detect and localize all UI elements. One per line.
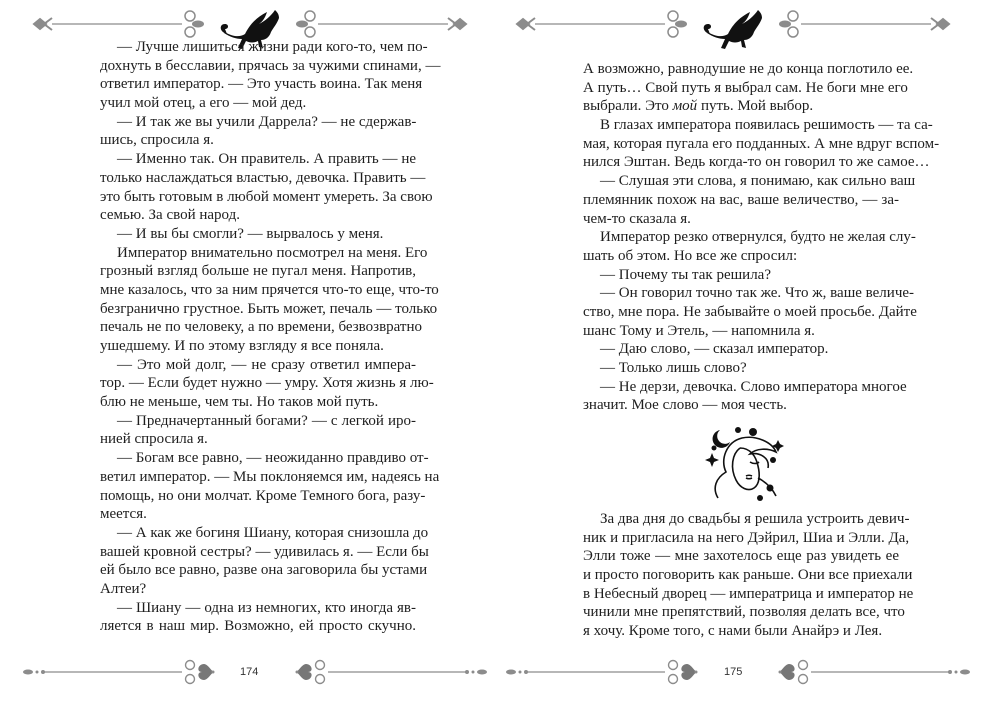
text-line: шись, спросила я. (100, 132, 214, 149)
text-line: ветил император. — Мы поклоняемся им, надеясь на (100, 468, 440, 485)
text-line: учил мой отец, а его — мой дед. (100, 95, 307, 112)
celestial-face-icon (698, 418, 788, 503)
text-line: — Даю слово, — сказал император. (600, 341, 829, 358)
text-line: — Это мой долг, — не сразу ответил импера- (117, 356, 416, 373)
text-line: тор. — Если будет нужно — умру. Хотя жизнь я лю- (100, 375, 434, 392)
text-line: — Лучше лишиться жизни ради кого-то, чем по- (117, 39, 428, 55)
text-line: Император внимательно посмотрел на меня. Его (117, 244, 428, 261)
text-line: и просто поговорить как раньше. Они все приехали (583, 567, 913, 584)
header-ornament (513, 0, 953, 50)
italic-word: мой (672, 98, 698, 115)
text-line: — И вы бы смогли? — вырвалось у меня. (117, 225, 384, 242)
text-line: Элли тоже — мне захотелось еще раз увидеть ее (583, 548, 899, 565)
text-line: безгранично грустное. Быть может, печаль — только (100, 300, 438, 317)
text-line: грозный взгляд больше не пугал меня. Напротив, (100, 263, 416, 280)
text-line: — Почему ты так решила? (600, 266, 771, 283)
text-line: Император резко отвернулся, будто не желая слу- (600, 229, 916, 246)
text-line: ство, мне пора. Не забывайте о моей просьбе. Дайте (583, 303, 917, 320)
text-line: А путь… Свой путь я выбрал сам. Не боги мне его (583, 79, 908, 96)
text-line: — И так же вы учили Даррела? — не сдержав- (117, 113, 417, 130)
text-line: только наслаждаться властью, девочка. Править — (100, 169, 426, 186)
right-page-text-after-illustration (583, 510, 914, 641)
text-line: — А как же богиня Шиану, которая снизошла до (117, 524, 429, 541)
text-fragment: путь. Мой выбор. (697, 98, 814, 115)
text-line: шать об этом. Но все же спросил: (583, 247, 798, 264)
text-line: шанс Тому и Этель, — напомнила я. (583, 322, 815, 339)
text-line: ушедшему. И по этому взгляду я все поняла. (100, 338, 384, 354)
text-line: в Небесный дворец — императрица и император не (583, 585, 914, 602)
text-line: меется. (100, 506, 147, 523)
text-line: это быть готовым в любой момент умереть. За свою (100, 188, 433, 205)
text-line: ответил император. — Это участь воина. Так меня (100, 76, 423, 93)
text-line: — Он говорил точно так же. Что ж, ваше величе- (600, 285, 915, 302)
text-line: А возможно, равнодушие не до конца поглотило ее. (583, 61, 914, 77)
text-line: племянник похож на вас, ваше величество, — за- (583, 191, 899, 208)
right-page (483, 0, 983, 707)
right-page-text (583, 60, 940, 415)
text-line: За два дня до свадьбы я решила устроить девич- (600, 511, 910, 527)
text-line: помощь, но они молчат. Кроме Темного бога, разу- (100, 487, 426, 504)
text-line: — Слушая эти слова, я понимаю, как сильно ваш (600, 173, 916, 190)
left-page-text (100, 38, 441, 636)
text-line: В глазах императора появилась решимость — та са- (600, 117, 933, 134)
text-line: ляется в наш мир. Возможно, ей просто скучно. (100, 618, 416, 635)
text-line: — Богам все равно, — неожиданно правдиво от- (117, 450, 429, 467)
text-line: — Только лишь слово? (600, 360, 747, 376)
text-line: семью. За свой народ. (100, 207, 241, 224)
text-line: дохнуть в бесславии, прячась за чужими спинами, — (100, 57, 441, 74)
text-line: печаль не по человеку, а по времени, безвозвратно (100, 319, 423, 336)
text-line (583, 97, 899, 116)
text-line: значит. Мое слово — моя честь. (583, 397, 787, 414)
text-line: — Шиану — одна из немногих, кто иногда яв- (117, 599, 416, 616)
text-line: мая, которая пугала его подданных. А мне вдруг вспом- (583, 135, 940, 152)
text-fragment: выбрали. Это (583, 98, 673, 115)
page-number: 175 (724, 666, 743, 678)
text-line: я хочу. Кроме того, с нами были Анайрэ и Лея. (583, 623, 883, 640)
text-line: нился Эштан. Ведь когда-то он говорил то же самое… (583, 154, 930, 171)
text-line: — Предначертанный богами? — с легкой иро- (117, 412, 416, 429)
text-line: нией спросила я. (100, 431, 208, 448)
page-number: 174 (240, 666, 259, 678)
text-line: ей было все равно, разве она заговорила бы устами (100, 562, 428, 579)
text-line: чинили мне препятствий, позволяя делать все, что (583, 604, 905, 621)
text-line: чем-то сказала я. (583, 210, 691, 227)
text-line: Алтеи? (100, 580, 147, 597)
text-line: вашей кровной сестры? — удивилась я. — Если бы (100, 543, 429, 560)
text-line: блю не меньше, чем ты. Но таков мой путь. (100, 394, 379, 411)
text-line: мне казалось, что за ним прячется что-то еще, что-то (100, 281, 439, 298)
text-line: — Не дерзи, девочка. Слово императора многое (600, 378, 907, 395)
text-line: ник и пригласила на него Дэйрил, Шиа и Элли. Да, (583, 529, 910, 546)
dragon-icon (704, 10, 762, 49)
text-line: — Именно так. Он правитель. А править — не (117, 151, 416, 168)
